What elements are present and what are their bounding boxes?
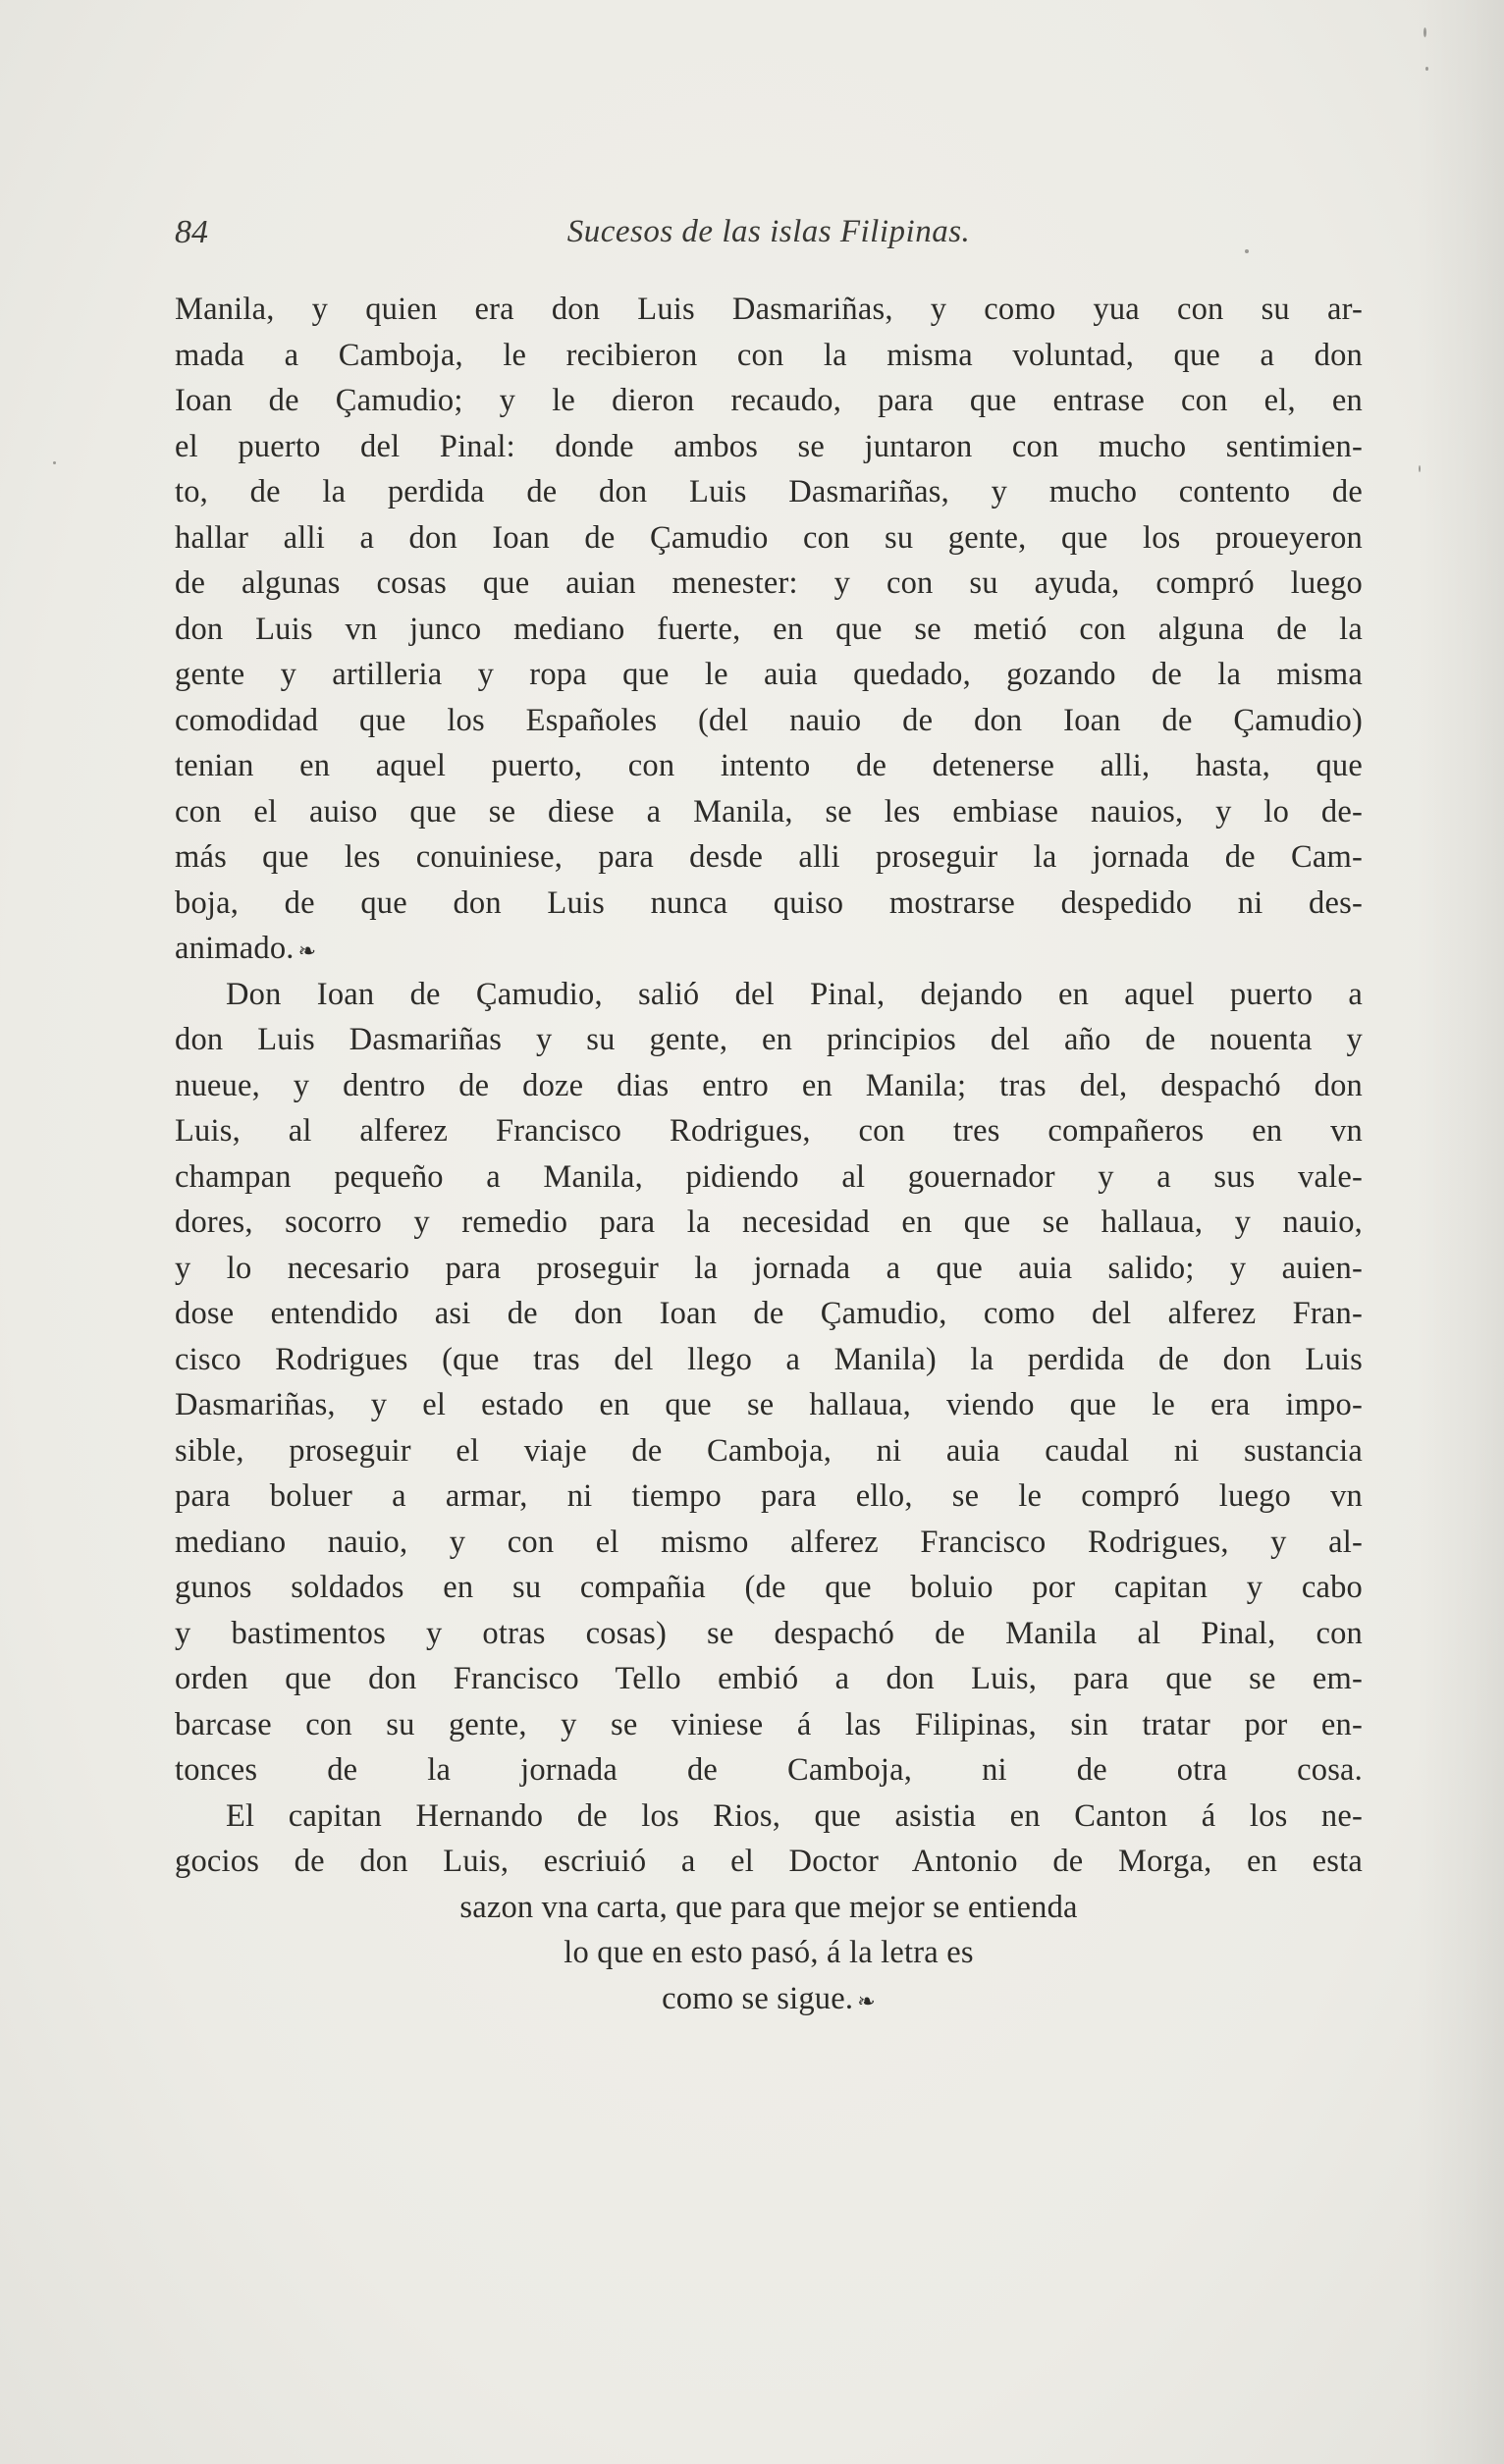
text-line: mada a Camboja, le recibieron con la misma voluntad, que a don bbox=[175, 337, 1363, 373]
text-line: gunos soldados en su compañia (de que boluio por capitan y cabo bbox=[175, 1570, 1363, 1605]
text-line: dores, socorro y remedio para la necesidad en que se hallaua, y nauio, bbox=[175, 1205, 1363, 1240]
text-line: gente y artilleria y ropa que le auia quedado, gozando de la misma bbox=[175, 657, 1363, 692]
print-speck bbox=[1425, 67, 1428, 71]
text-line: Ioan de Çamudio; y le dieron recaudo, para que entrase con el, en bbox=[175, 383, 1363, 418]
paragraph-2 bbox=[175, 972, 1363, 1794]
text-line-centered: sazon vna carta, que para que mejor se entienda bbox=[459, 1889, 1078, 1925]
text-line: to, de la perdida de don Luis Dasmariñas, y mucho contento de bbox=[175, 474, 1363, 509]
text-line: más que les conuiniese, para desde alli proseguir la jornada de Cam- bbox=[175, 839, 1363, 875]
scan-edge-shadow bbox=[1416, 0, 1504, 2464]
text-line: champan pequeño a Manila, pidiendo al gouernador y a sus vale- bbox=[175, 1158, 1363, 1195]
text-line: Manila, y quien era don Luis Dasmariñas, y como yua con su ar- bbox=[175, 292, 1363, 327]
text-line: tonces de la jornada de Camboja, ni de otra cosa. bbox=[175, 1752, 1363, 1788]
text-line: orden que don Francisco Tello embió a don Luis, para que se em- bbox=[175, 1661, 1363, 1696]
text-line: Dasmariñas, y el estado en que se hallaua, viendo que le era impo- bbox=[175, 1387, 1363, 1422]
text-line-first: El capitan Hernando de los Rios, que asistia en Canton á los ne- bbox=[226, 1797, 1363, 1834]
text-line-centered-last bbox=[175, 1976, 1363, 2022]
text-line: barcase con su gente, y se viniese á las Filipinas, sin tratar por en- bbox=[175, 1706, 1363, 1742]
text-line-first: Don Ioan de Çamudio, salió del Pinal, dejando en aquel puerto a bbox=[226, 976, 1363, 1012]
running-title: Sucesos de las islas Filipinas. bbox=[566, 214, 971, 249]
text-line: dose entendido asi de don Ioan de Çamudio, como del alferez Fran- bbox=[175, 1296, 1363, 1331]
text-line-last bbox=[175, 926, 1363, 972]
text-line: con el auiso que se diese a Manila, se les embiase nauios, y lo de- bbox=[175, 793, 1363, 830]
text-line-content: como se sigue. bbox=[662, 1980, 854, 2016]
text-line: cisco Rodrigues (que tras del llego a Manila) la perdida de don Luis bbox=[175, 1341, 1363, 1377]
print-speck bbox=[1423, 27, 1426, 37]
text-line: tenian en aquel puerto, con intento de detenerse alli, hasta, que bbox=[175, 748, 1363, 783]
text-line: sible, proseguir el viaje de Camboja, ni auia caudal ni sustancia bbox=[175, 1432, 1363, 1469]
text-line: boja, de que don Luis nunca quiso mostrarse despedido ni des- bbox=[175, 884, 1363, 921]
text-line: para boluer a armar, ni tiempo para ello, se le compró luego vn bbox=[175, 1478, 1363, 1514]
text-line-centered: lo que en esto pasó, á la letra es bbox=[564, 1935, 974, 1970]
paragraph-1 bbox=[175, 287, 1363, 972]
text-line: Luis, al alferez Francisco Rodrigues, con tres compañeros en vn bbox=[175, 1113, 1363, 1149]
text-line: el puerto del Pinal: donde ambos se juntaron con mucho sentimien- bbox=[175, 428, 1363, 464]
text-line: comodidad que los Españoles (del nauio de don Ioan de Çamudio) bbox=[175, 702, 1363, 738]
fleuron-ornament-icon: ❧ bbox=[857, 1988, 876, 2013]
body-text bbox=[175, 287, 1363, 2021]
text-line: nueue, y dentro de doze dias entro en Manila; tras del, despachó don bbox=[175, 1067, 1363, 1103]
print-speck bbox=[53, 461, 56, 464]
paragraph-3 bbox=[175, 1794, 1363, 2022]
text-line: don Luis Dasmariñas y su gente, en principios del año de nouenta y bbox=[175, 1022, 1363, 1057]
print-speck bbox=[1419, 465, 1421, 472]
fleuron-ornament-icon: ❧ bbox=[297, 938, 317, 963]
text-line: y lo necesario para proseguir la jornada a que auia salido; y auien- bbox=[175, 1250, 1363, 1286]
text-line: de algunas cosas que auian menester: y con su ayuda, compró luego bbox=[175, 565, 1363, 601]
text-line: gocios de don Luis, escriuió a el Doctor Antonio de Morga, en esta bbox=[175, 1844, 1363, 1879]
text-line: mediano nauio, y con el mismo alferez Francisco Rodrigues, y al- bbox=[175, 1524, 1363, 1560]
text-line: y bastimentos y otras cosas) se despachó de Manila al Pinal, con bbox=[175, 1615, 1363, 1651]
page-header bbox=[175, 214, 1363, 263]
page-number: 84 bbox=[175, 214, 208, 250]
text-line: hallar alli a don Ioan de Çamudio con su gente, que los proueyeron bbox=[175, 519, 1363, 556]
text-line-content: animado. bbox=[175, 931, 295, 966]
text-line: don Luis vn junco mediano fuerte, en que se metió con alguna de la bbox=[175, 611, 1363, 647]
